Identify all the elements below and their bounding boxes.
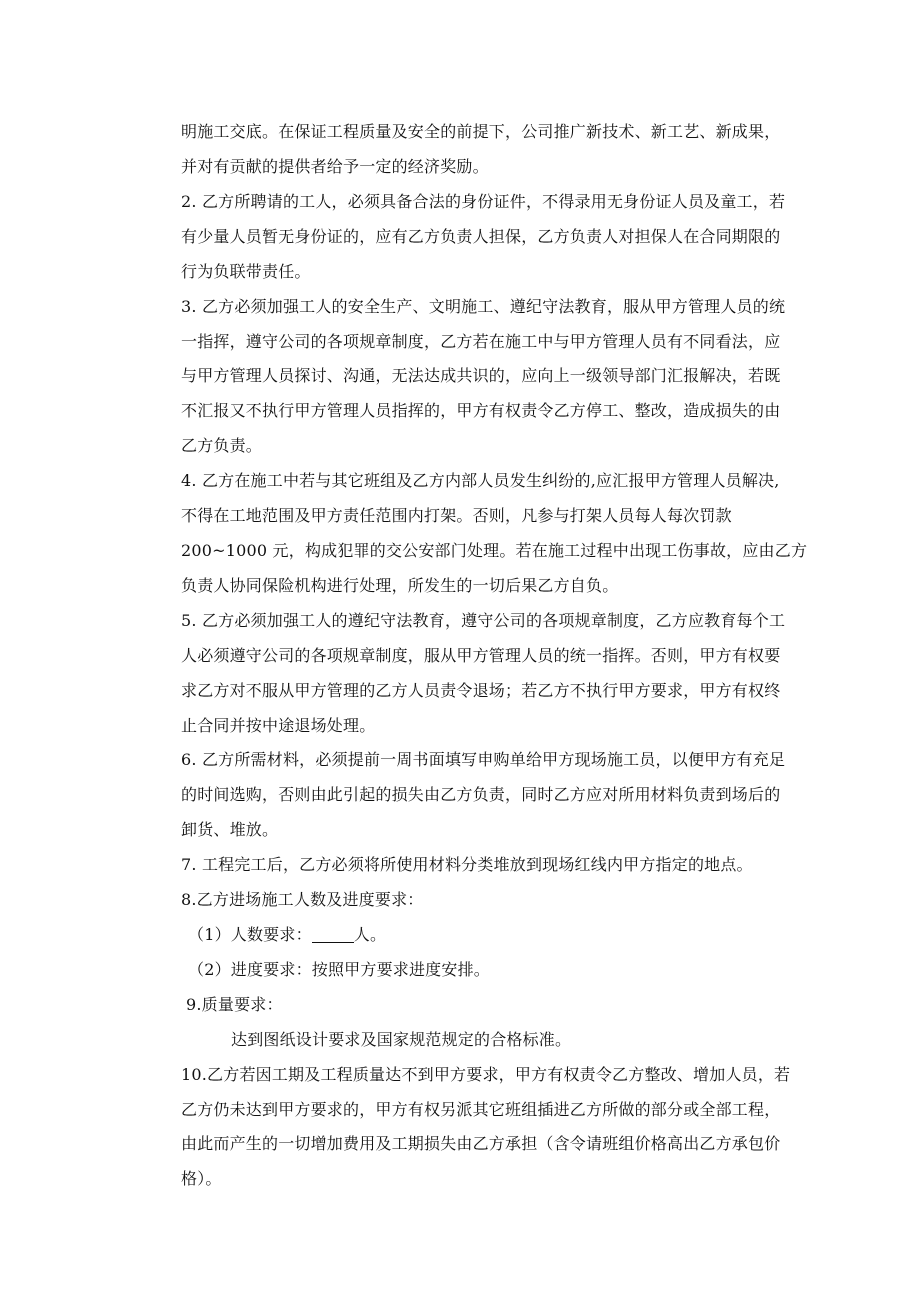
progress-requirement: （2）进度要求：按照甲方要求进度安排。 — [188, 960, 490, 979]
clause-10-line: 由此而产生的一切增加费用及工期损失由乙方承担（含令请班组价格高出乙方承包价 — [181, 1134, 781, 1153]
clause-4-line: 200~1000 元，构成犯罪的交公安部门处理。若在施工过程中出现工伤事故，应由乙方 — [181, 541, 808, 560]
clause-3-line: 3. 乙方必须加强工人的安全生产、文明施工、遵纪守法教育，服从甲方管理人员的统 — [181, 297, 786, 316]
clause-2-line: 有少量人员暂无身份证的，应有乙方负责人担保，乙方负责人对担保人在合同期限的 — [181, 227, 781, 246]
clause-10-line: 格）。 — [181, 1169, 222, 1188]
clause-5-line: 5. 乙方必须加强工人的遵纪守法教育，遵守公司的各项规章制度，乙方应教育每个工 — [181, 611, 786, 630]
quality-text: 达到图纸设计要求及国家规范规定的合格标准。 — [231, 1030, 572, 1049]
clause-10-line: 乙方仍未达到甲方要求的，甲方有权另派其它班组插进乙方所做的部分或全部工程， — [181, 1100, 781, 1119]
body-text-line: 明施工交底。在保证工程质量及安全的前提下，公司推广新技术、新工艺、新成果， — [181, 122, 781, 141]
clause-8-heading: 8.乙方进场施工人数及进度要求： — [181, 890, 424, 909]
clause-4-line: 负责人协同保险机构进行处理，所发生的一切后果乙方自负。 — [181, 576, 619, 595]
clause-7-line: 7. 工程完工后，乙方必须将所使用材料分类堆放到现场红线内甲方指定的地点。 — [181, 855, 753, 874]
body-text-line: 并对有贡献的提供者给予一定的经济奖励。 — [181, 157, 489, 176]
people-requirement-unit: 人。 — [353, 925, 387, 944]
clause-2-line: 行为负联带责任。 — [181, 262, 311, 281]
clause-4-line: 4. 乙方在施工中若与其它班组及乙方内部人员发生纠纷的,应汇报甲方管理人员解决, — [181, 471, 780, 490]
clause-3-line: 乙方负责。 — [181, 436, 263, 455]
clause-5-line: 求乙方对不服从甲方管理的乙方人员责令退场；若乙方不执行甲方要求，甲方有权终 — [181, 681, 781, 700]
people-requirement — [188, 925, 386, 945]
clause-4-line: 不得在工地范围及甲方责任范围内打架。否则，凡参与打架人员每人每次罚款 — [181, 506, 732, 525]
clause-5-line: 止合同并按中途退场处理。 — [181, 716, 376, 735]
clause-3-line: 与甲方管理人员探讨、沟通，无法达成共识的，应向上一级领导部门汇报解决，若既 — [181, 366, 781, 385]
clause-3-line: 不汇报又不执行甲方管理人员指挥的，甲方有权责令乙方停工、整改，造成损失的由 — [181, 401, 781, 420]
clause-6-line: 的时间选购，否则由此引起的损失由乙方负责，同时乙方应对所用材料负责到场后的 — [181, 785, 781, 804]
people-requirement-label: （1）人数要求： — [188, 925, 312, 944]
clause-6-line: 6. 乙方所需材料，必须提前一周书面填写申购单给甲方现场施工员，以便甲方有充足 — [181, 750, 786, 769]
clause-3-line: 一指挥，遵守公司的各项规章制度，乙方若在施工中与甲方管理人员有不同看法，应 — [181, 332, 781, 351]
quality-heading: 9.质量要求： — [186, 995, 283, 1014]
clause-2-line: 2. 乙方所聘请的工人，必须具备合法的身份证件，不得录用无身份证人员及童工，若 — [181, 192, 786, 211]
clause-6-line: 卸货、堆放。 — [181, 820, 279, 839]
clause-10-line: 10.乙方若因工期及工程质量达不到甲方要求，甲方有权责令乙方整改、增加人员，若 — [181, 1065, 791, 1084]
clause-5-line: 人必须遵守公司的各项规章制度，服从甲方管理人员的统一指挥。否则，甲方有权要 — [181, 646, 781, 665]
people-count-blank[interactable] — [312, 926, 354, 943]
